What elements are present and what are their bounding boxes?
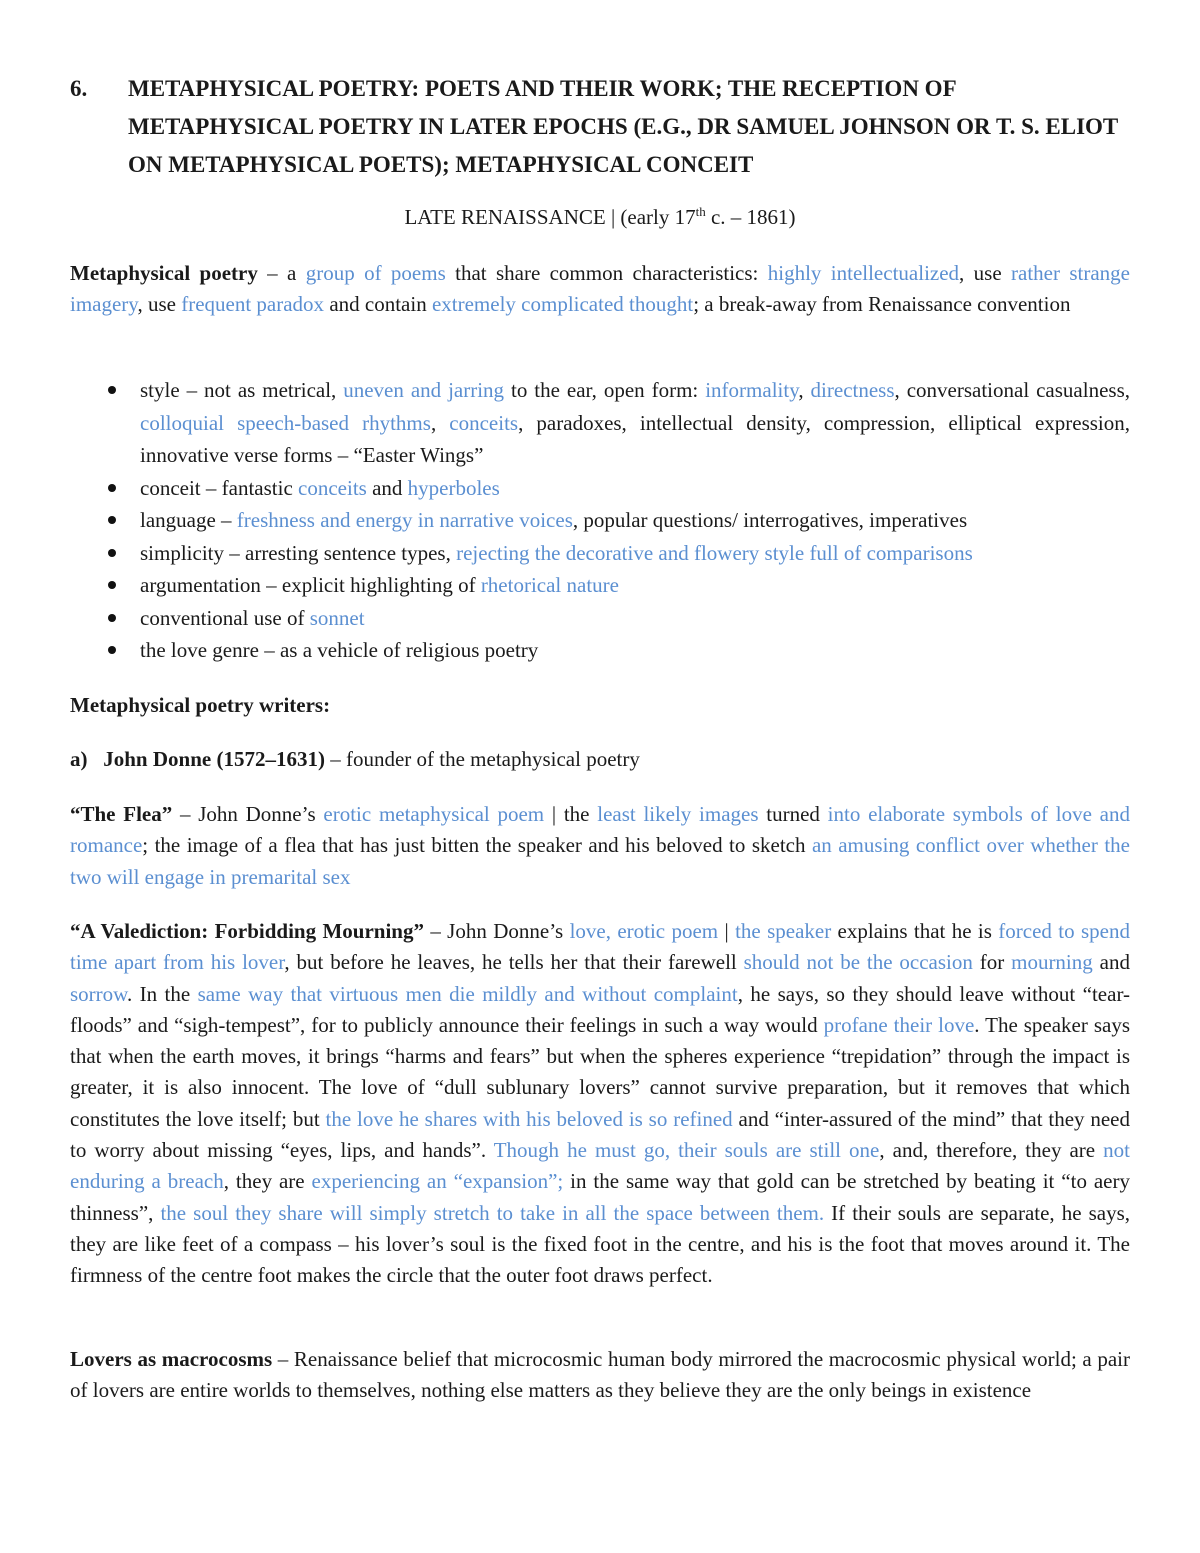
section-title: METAPHYSICAL POETRY: POETS AND THEIR WORK; THE RECEPTION OF METAPHYSICAL POETRY IN LATER EPOCHS (E.G., DR SAMUEL JOHNSON OR T. S. ELIOT ON METAPHYSICAL POETS); METAPHYSICAL CONCEIT [128, 76, 1118, 177]
period-subtitle: LATE RENAISSANCE | (early 17th c. – 1861) [404, 204, 796, 229]
list-item: language – freshness and energy in narrative voices, popular questions/ interrogatives, imperatives [70, 504, 1130, 537]
list-item: the love genre – as a vehicle of religious poetry [70, 634, 1130, 667]
section-heading [70, 70, 1130, 184]
list-item: conceit – fantastic conceits and hyperboles [70, 472, 1130, 505]
list-item: style – not as metrical, uneven and jarring to the ear, open form: informality, directness, conversational casualness, colloquial speech-based rhythms, conceits, paradoxes, intellectual density, compression, elliptical expression, innovative verse forms – “Easter Wings” [70, 374, 1130, 472]
list-item: simplicity – arresting sentence types, rejecting the decorative and flowery style full of comparisons [70, 537, 1130, 570]
writers-heading: Metaphysical poetry writers: [70, 693, 331, 717]
list-item: argumentation – explicit highlighting of rhetorical nature [70, 569, 1130, 602]
donne-heading: a) John Donne (1572–1631) – founder of the metaphysical poetry [70, 747, 640, 771]
macrocosms-paragraph: Lovers as macrocosms – Renaissance belief that microcosmic human body mirrored the macrocosmic physical world; a pair of lovers are entire worlds to themselves, nothing else matters as they believe they are the only beings in existence [70, 1347, 1130, 1403]
valediction-paragraph: “A Valediction: Forbidding Mourning” – John Donne’s love, erotic poem | the speaker explains that he is forced to spend time apart from his lover, but before he leaves, he tells her that their farewell should not be the occasion for mourning and sorrow. In the same way that virtuous men die mildly and without complaint, he says, so they should leave without “tear-floods” and “sigh-tempest”, for to publicly announce their feelings in such a way would profane their love. The speaker says that when the earth moves, it brings “harms and fears” but when the spheres experience “trepidation” through the impact is greater, it is also innocent. The love of “dull sublunary lovers” cannot survive preparation, but it removes that which constitutes the love itself; but the love he shares with his beloved is so refined and “inter-assured of the mind” that they need to worry about missing “eyes, lips, and hands”. Though he must go, their souls are still one, and, therefore, they are not enduring a breach, they are experiencing an “expansion”; in the same way that gold can be stretched by beating it “to aery thinness”, the soul they share will simply stretch to take in all the space between them. If their souls are separate, he says, they are like feet of a compass – his lover’s soul is the fixed foot in the centre, and his is the foot that moves around it. The firmness of the centre foot makes the circle that the outer foot draws perfect. [70, 919, 1131, 1288]
section-number: 6. [70, 76, 88, 101]
list-item: conventional use of sonnet [70, 602, 1130, 635]
characteristics-list [70, 374, 1130, 667]
flea-paragraph: “The Flea” – John Donne’s erotic metaphysical poem | the least likely images turned into elaborate symbols of love and romance; the image of a flea that has just bitten the speaker and his beloved to sketch an amusing conflict over whether the two will engage in premarital sex [70, 802, 1130, 889]
definition-paragraph: Metaphysical poetry – a group of poems that share common characteristics: highly intellectualized, use rather strange imagery, use frequent paradox and contain extremely complicated thought; a break-away from Renaissance convention [70, 261, 1130, 317]
